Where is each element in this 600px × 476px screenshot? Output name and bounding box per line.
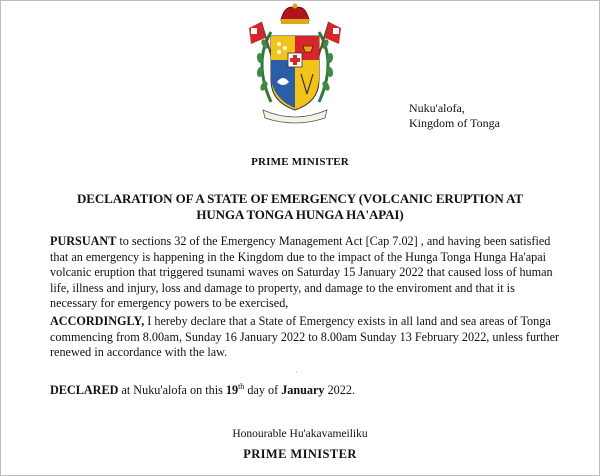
declared-day-suffix: th	[238, 381, 245, 391]
place-line-city: Nuku'alofa,	[409, 101, 465, 115]
accordingly-paragraph	[50, 314, 560, 361]
declared-text-before: at Nuku'alofa on this	[118, 383, 226, 397]
coat-of-arms	[241, 2, 349, 126]
declared-day: 19	[225, 383, 239, 397]
accordingly-lead: ACCORDINGLY,	[50, 314, 145, 328]
declared-month: January	[281, 383, 325, 397]
signatory-name: Honourable Hu'akavameiliku	[232, 428, 368, 440]
place-address	[409, 101, 500, 131]
document-title	[30, 191, 570, 223]
declared-year: 2022.	[324, 383, 355, 397]
pursuant-paragraph	[50, 234, 560, 312]
declared-paragraph	[50, 383, 560, 399]
declared-text-mid: day of	[244, 383, 282, 397]
office-heading: PRIME MINISTER	[251, 156, 349, 168]
pursuant-text: to sections 32 of the Emergency Management Act [Cap 7.02] , and having been satisfied that an emergency is happening in the Kingdom due to the impact of the Hunga Tonga Hunga Ha'apai volcanic eruption that triggered tsunami waves on Saturday 15 January 2022 that caused loss of human life, illness and injury, loss and damage to property, and damage to the enviroment and that it is necessary for emergency powers to be exercised,	[50, 234, 553, 311]
accordingly-text: I hereby declare that a State of Emergency exists in all land and sea areas of Tonga commencing from 8.00am, Sunday 16 January 2022 to 8.00am Sunday 13 February 2022, unless further renewed in accordance with the law.	[50, 314, 560, 360]
pursuant-lead: PURSUANT	[50, 234, 117, 248]
place-line-country: Kingdom of Tonga	[409, 116, 500, 130]
declared-lead: DECLARED	[50, 383, 119, 397]
signatory-title: PRIME MINISTER	[243, 447, 357, 461]
scan-speck: ·	[295, 368, 298, 377]
title-line-1: DECLARATION OF A STATE OF EMERGENCY (VOLCANIC ERUPTION AT	[77, 191, 523, 206]
title-line-2: HUNGA TONGA HUNGA HA'APAI)	[196, 207, 404, 222]
